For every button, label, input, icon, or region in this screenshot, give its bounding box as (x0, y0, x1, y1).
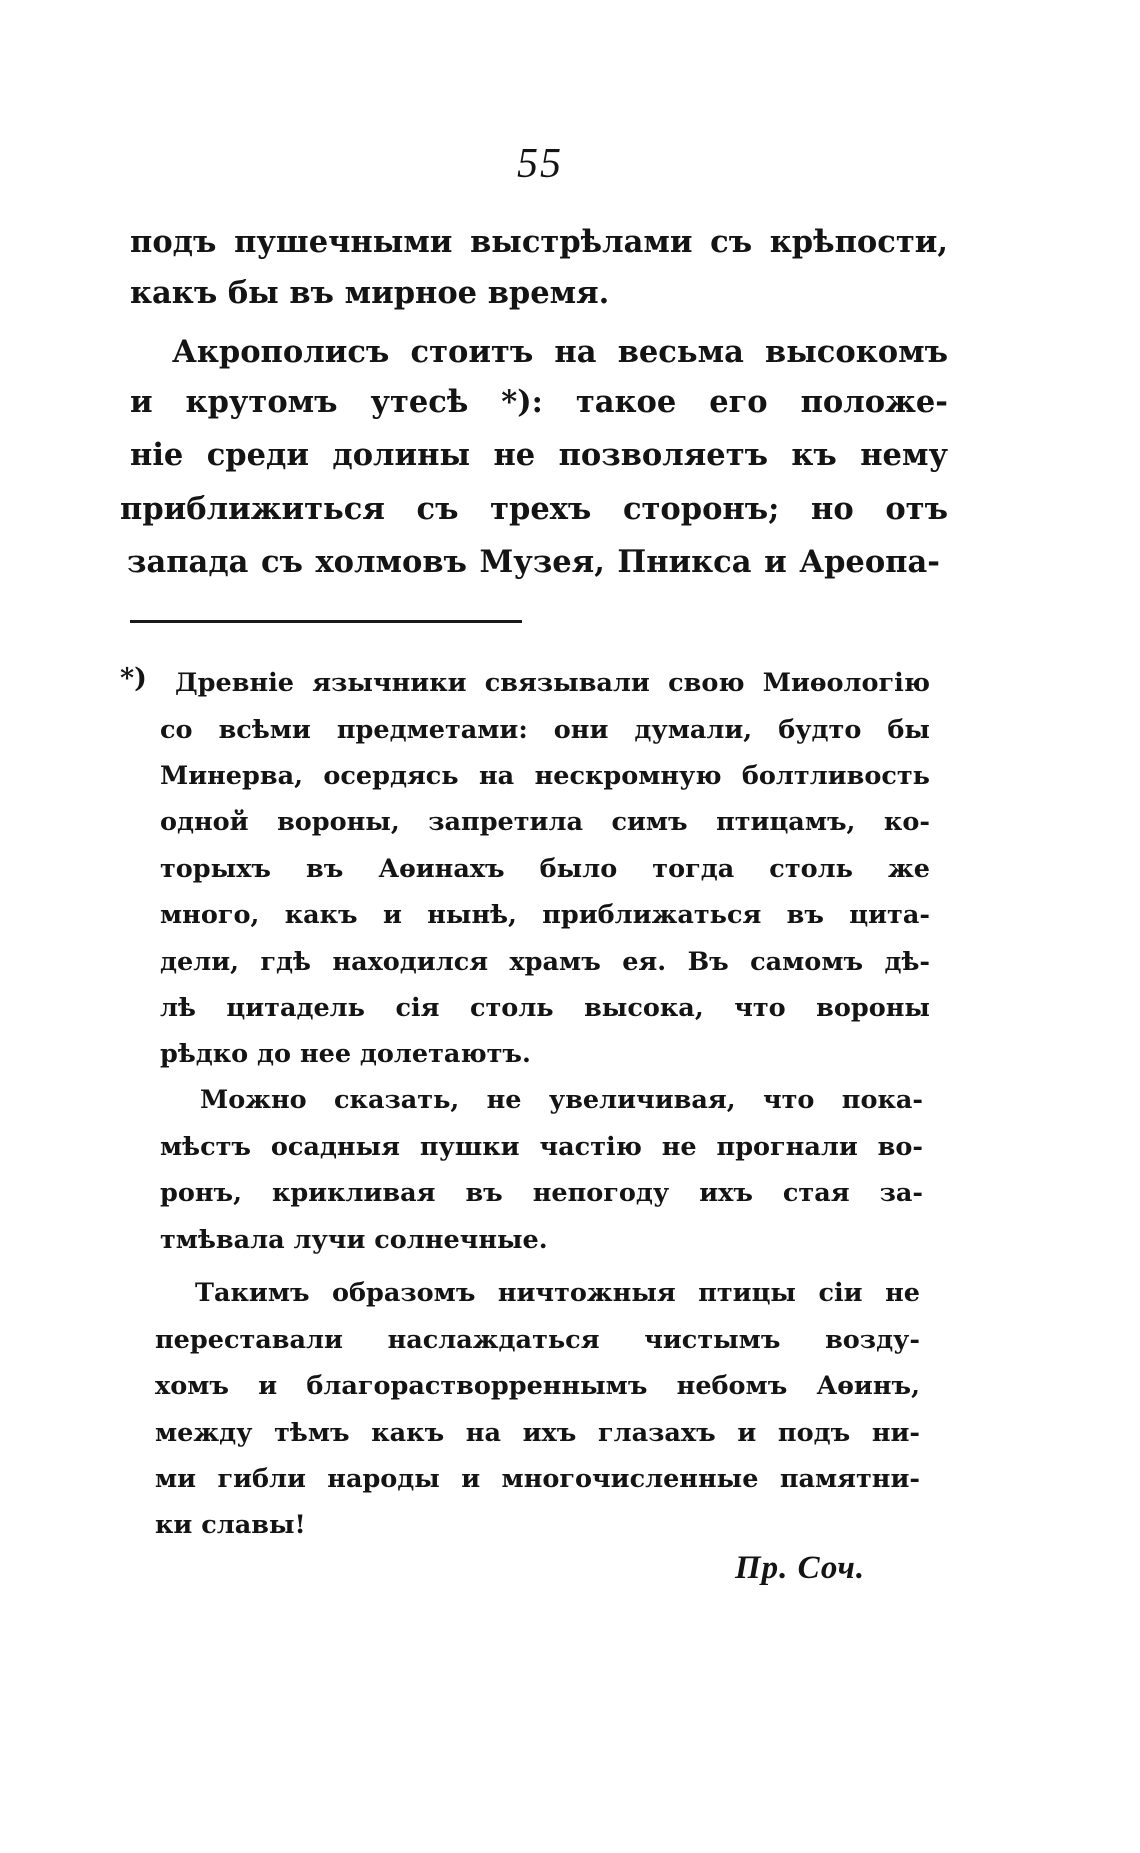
footnote-line: со всѣми предметами: они думали, будто бы (160, 715, 930, 745)
footnote-line: одной вороны, запретила симъ птицамъ, ко- (160, 807, 930, 837)
footnote-marker: *) (120, 663, 147, 694)
footnote-line: много, какъ и нынѣ, приближаться въ цита- (160, 900, 930, 930)
text-line: ніе среди долины не позволяетъ къ нему (130, 437, 948, 473)
footnote-line: хомъ и благорастворреннымъ небомъ Аѳинъ, (155, 1371, 920, 1401)
source-signature: Пр. Соч. (735, 1550, 866, 1586)
footnote-line: Минерва, осердясь на нескромную болтливость (160, 761, 930, 791)
footnote-line: Можно сказать, не увеличивая, что пока- (200, 1085, 923, 1115)
page-number: 55 (517, 141, 563, 187)
text-line: какъ бы въ мирное время. (130, 275, 610, 311)
footnote-line: дели, гдѣ находился храмъ ея. Въ самомъ дѣ- (160, 947, 930, 977)
footnote-line: переставали наслаждаться чистымъ возду- (155, 1325, 920, 1355)
footnote-line: мѣстъ осадныя пушки частію не прогнали во- (160, 1132, 923, 1162)
footnote-line: лѣ цитадель сія столь высока, что вороны (160, 993, 930, 1023)
footnote-line: между тѣмъ какъ на ихъ глазахъ и подъ ни- (155, 1418, 920, 1448)
footnote-line: ми гибли народы и многочисленные памятни- (155, 1464, 920, 1494)
text-line: Акрополисъ стоитъ на весьма высокомъ (172, 334, 948, 370)
footnote-rule (130, 620, 522, 623)
text-line: запада съ холмовъ Музея, Пникса и Ареопа- (127, 544, 940, 580)
footnote-line: ки славы! (155, 1510, 306, 1540)
footnote-line: торыхъ въ Аѳинахъ было тогда столь же (160, 854, 930, 884)
text-line: и крутомъ утесѣ *): такое его положе- (130, 384, 948, 420)
text-line: подъ пушечными выстрѣлами съ крѣпости, (130, 224, 948, 260)
footnote-line: Такимъ образомъ ничтожныя птицы сіи не (195, 1278, 920, 1308)
footnote-line: Древніе язычники связывали свою Миѳологію (175, 668, 930, 698)
footnote-line: тмѣвала лучи солнечные. (160, 1225, 548, 1255)
footnote-line: ронъ, крикливая въ непогоду ихъ стая за- (160, 1178, 923, 1208)
text-line: приближиться съ трехъ сторонъ; но отъ (120, 491, 948, 527)
footnote-line: рѣдко до нее долетаютъ. (160, 1039, 531, 1069)
